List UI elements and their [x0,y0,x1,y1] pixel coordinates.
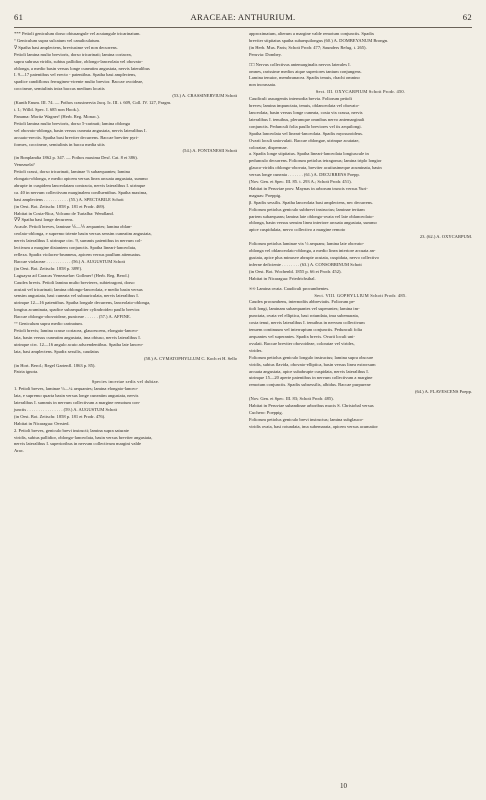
text-line: partem subaequans; lamina late oblongo-ovata vel late oblanceolato- [249,213,374,219]
text-line: utrinque 12—16 patentibus. Spatha longule decurrens, lanceolato-oblonga, [14,300,151,306]
text-line: Arac. [14,448,24,454]
text-line: I. 9—17 patentibus vel erecto - patentibus. Spatha basi amplectens, [14,72,137,78]
text-line: (in Herb. Mus. Paris; Schott Prodr. 477; Saunders Refug. t. 265). [249,44,367,50]
text-line: apice cuspidulata, nervo collectivo a margine remoto [249,227,346,233]
text-line: (in Oest. Bot. Zeitschr. 1858 p. 181 et Prodr. 476). [14,413,106,419]
text-line: Cuchero: Poeppig. [249,409,283,415]
text-line: Acaule. Petioli breves, laminae ⅙—⅕ aequantes; lamina oblan- [14,224,132,230]
text-line: punctata, ovata vel elliptica, basi rotundata, ima subemarata, [249,313,359,319]
text-line: abrupte in cuspidem lanceolatam contracta, nervis lateralibus I. utrinque [14,182,146,188]
text-line: Laguayra ad Caracas Venezuelae: Gollmer! (Herb. Reg. Berol.) [14,272,130,278]
text-line: nervis lateralibus I. superioribus in nervum collectivum margini valde [14,441,142,447]
text-line: pedunculo decurrens. Foliorum petiolus tetragonus; lamina triplo longior [249,158,382,164]
text-line: Habitat in Costa-Rica, Volcano de Turialba: Wendland. [14,210,114,216]
text-line: supra subrasa viridis, subtus pallidior, oblongo-lanceolata vel obovato- [14,58,143,64]
text-line: lata, e supremo quarta basin versus longe cuneatim angustata, nervis [14,393,139,399]
text-line: Lamina tenuior, membranacea. Spadix tenuis, rhachi omnino [249,75,360,81]
text-line: Petioli brevis; lamina crasse coriacea, glaucescens, elongato-lanceo- [14,327,139,333]
text-line: oblonga vel oblanceolato-oblonga, a medio linea interiore arcuata an- [249,248,376,254]
text-line: oblonga, a medio basin versus longe cuneatim angustata, nervis lateralibus [14,65,150,71]
text-line: ∞∞ Lamina ovata. Caudiculi procumbentes. [249,285,330,291]
text-line: t. I.; Willd. Spec. I. 685 non Hook.). [14,106,80,112]
text-line: Peruvia: Dombey. [249,51,282,57]
text-line: arcuato-erectis. Spatha basi breviter decurrens. Baccae breviter pyri- [14,134,139,140]
text-line: longius acuminata, spadice subaequaliter cylindroideo paullo brevior. [14,307,141,313]
text-line: ° Geniculum supra sulcatum vel canaliculatum. [14,37,101,43]
text-line: Baccae violaceae . . . . . . . . . . . (56.) A. AUGUSTUM Schott [14,258,125,264]
text-line: Sect. III. OXYCARPIUM Schott Prodr. 450. [315,89,406,95]
text-line: *** Petioli geniculum dorso obtusangule vel acutangule tricarinatum. [14,31,141,36]
text-line: viridis, subtus pallidior, oblongo-lanceolata, basin versus breviter angustata, [14,434,153,440]
text-line: ∇∇ Spatha basi longe decurrens. [14,217,74,223]
text-line: tioli longi, laminam subaequantes vel superantes; lamina im- [249,306,360,312]
text-line: virides. [249,347,263,353]
text-line: elongato-oblonga, e medio apicem versus linea arcuata angustata, summo [14,176,148,182]
page-number-left: 61 [14,12,24,22]
text-line: sensim angustata, basi cuneata vel subauriculata, nervis lateralibus I. [14,293,139,299]
text-line: 23. (62.) A. OXYCARPUM. [419,234,472,240]
text-line: (in Bonplandia 1862 p. 347. — Pothos maxima Desf. Cat. 8 et 386). [14,155,138,161]
text-line: Foliorum petiolus geniculo subbrevi instructus; laminae tertiam [249,206,365,212]
text-line: Panama: Moritz Wagner! (Herb. Reg. Monac.). [14,113,100,119]
text-line: a. Spadix longe stipitatus. Spatha lineari-lanceolata longiuscule in [249,151,369,157]
text-line: (53.) A. CRASSINERVIUM Schott [172,93,237,99]
text-line: lateralibus I. tenuibus, plerumque omnibus nervo antemarginali [249,116,365,122]
text-line: remotum conjunctis. Spadix subsessilis, albidus. Baccae purpureae [249,382,371,388]
signature-mark: 10 [340,782,347,790]
text-line: Habitat in Peruviae subandinae arboribus mucis S. Christobal versus [249,403,374,409]
text-line: lectivum a margine distantem conjunctis. Spatha lineari-lanceolata, [14,245,137,251]
text-line: Petioli lamina multo brevioris, dorso tricarinati; lamina coriacea, [14,51,132,57]
text-line: lanceolata, basin versus longe cuneata, costa vix crassa, nervis [249,109,363,115]
text-line: Patria ignota. [14,369,39,375]
text-line: arcuata angustata, apice subabrupte cuspidata, nervis lateralibus I. [249,368,369,374]
text-line: omnes, rarissime medios atque superiores tantum conjungens. [249,68,362,74]
text-line: Habitat in Nicaragua: Friedrichsthal. [249,275,316,281]
text-line: Caudex procumbens, internodiis abbreviatis. Foliorum pe- [249,299,356,305]
text-line: inferne deficiente . . . . . . . . (63.) A. CONSOBRINUM Schott [249,261,362,267]
text-line: □□ Nervus collectivus antemarginalis nervos laterales I. [249,61,351,67]
text-line: conjunctis. Pedunculi folia paullo breviores vel iis aequilongi. [249,123,362,129]
text-line: Habitat in Peruviae prov. Maynas in arborum truncis versus Yuri- [249,185,368,191]
text-line: (64.) A. FLAVESCENS Poepp. [414,389,472,395]
text-line: ca. 40 in nervum collectivum marginalem confluentibus. Spatha maxima, [14,189,148,195]
text-line: (in Oest. Bot. Wochenbl. 1855 p. 66 et Prodr. 452). [249,268,342,274]
text-line: Foliorum petiolus geniculo longulo instructus; lamina supra obscure [249,354,374,360]
text-line: acutati vel tricarinati; lamina oblongo-lanceolata, e medio basin versus [14,286,143,292]
text-line: formes, coccineae, semiulinis in bacca media sitis [14,141,105,147]
text-line: Spatha lanceolata vel lineari-lanceolata. Spadix myosuroideus. [249,130,364,136]
text-line: Petioli lamina multo brevioris, dorso 5-carinati; lamina oblonga [14,120,130,126]
page-number-right: 62 [462,12,472,22]
text-line: (58.) A. CYMATOPHYLLUM C. Koch et H. Sello [144,355,237,361]
text-line: viridis, subtus flavida, obovato-elliptica, basin versus linea extrorsum [249,361,376,367]
text-line: non incrassata. [249,82,277,88]
text-line: ovulati. Baccae breviter obovoideae, coloratae vel virides, [249,340,355,346]
text-line: (in Hort. Berol.; Regel Gartenfl. 1863 p. 85). [14,362,96,368]
text-line: Venezuela? [14,162,35,168]
text-line: spadice candiflorus ferrugineo-virente multo brevior. Baccae ovoideae, [14,79,144,85]
text-line: 1. Petioli breves, laminae ⅓—¼ aequantes; lamina elongato-lanceo- [14,386,139,392]
text-line: Caudiculi assurgentis internodia brevia. Foliorum petioli [249,96,352,102]
text-line: Sect. VIII. GOPHYLLIUM Schott Prodr. 485. [314,292,407,298]
text-line: coloratae, dispermae. [249,144,288,150]
text-line: ∇ Spatha basi amplectens, breviusime vel non decurrens. [14,44,118,50]
text-line: coccineae, semiulinis intra baccas medium locatis [14,86,105,92]
text-line: versus longe cuneata . . . . . . . (61.) A. DECURRENS Poepp. [249,172,360,178]
text-line: viridis ovata, basi rotundata, ima subemarata, apicem versus acumatior [249,423,378,429]
text-line: ceolato-oblonga, e supremo triente basin versus sensim cuneatim angustata, [14,231,152,237]
text-line: breviter stipitatus spatha subaequilongus (60.) A. DOMBEYANUM Brongn. [249,37,389,43]
running-header [14,12,472,26]
text-line: Baccae oblongo-obovoideae, puniceae . . . . . . (57.) A. AFFINE. [14,314,131,320]
text-line: glauco-viridis oblongo-obovata, breviter acutiusimeque acuminata, basin [249,165,382,171]
text-line: reflexa. Spadix violaceo-brunneus, apicem versus paullum attenuatus. [14,252,142,257]
text-line: (54.) A. FONTANESII Schott [182,148,237,154]
text-line: Ovarii loculi uniovulati. Baccae oblongae, utrinque acutatae, [249,137,360,143]
text-line: Petioli crassi, dorso tricarinati, laminae ⅓ subaequantes; lamina [14,169,130,175]
text-line: Caudex brevis. Petioli lamina multo brevieres, subtetragoni, dorso [14,279,135,285]
text-line: Habitat in Nicaragua: Oersted. [14,420,70,426]
text-line: utrinque 15—20 aperte patentibus in nervum collectivum a margine [249,375,373,381]
text-line: 2. Petioli breves, geniculo brevi instructi; lamina supra saturate [14,427,129,433]
text-line: lata, basin versus cuneatim angustata, ima obtuso, nervis lateralibus I. [14,334,141,340]
text-line: tenuem continuum vel interruptum conjunctis. Pedunculi folia [249,327,363,333]
text-line: costa tenui, nervis lateralibus I. tenuibus in nervum collectivum [249,320,365,326]
running-title: ARACEAE: ANTHURIUM. [190,12,296,22]
text-line: lateralibus I. summis in nervum collectivum a margine remotum con- [14,400,141,406]
text-line: lata, basi amplectens. Spadix sessilis, caudatus [14,348,99,354]
text-line: (Nov. Gen. et Spec. III. 85. t. 293 A.; Schott Prodr. 451). [249,179,352,185]
text-line: oblonga, basin versus sensim linea interiore arcuata angustata, summo [249,220,377,226]
text-line: Species incertae sedis vel dubiae. [91,379,160,385]
text-line: (in Oest. Bot. Zeitschr. 1858 p. 181 et Prodr. 469). [14,203,106,209]
text-line: junctis . . . . . . . . . . . . . . . . (59.) A. AUGUSTUM Schott [14,406,118,412]
text-line: °° Geniculum supra medio carinatum. [14,321,83,327]
text-line: vel obovato-oblonga, basin versus cuneata angustata, nervis lateralibus I. [14,127,147,133]
header-rule [14,27,472,28]
text-line: aequantes vel superantes. Spadix brevis. Ovarii loculi uni- [249,333,355,339]
text-line: nervis lateralibus I. utrinque circ. 9, summis patentibus in nervum col- [14,238,142,244]
text-line: gustata, apice plus minusve abrupte acutata, cuspidata, nervo collectivo [249,255,379,260]
text-line: Foliorum petiolus geniculo brevi instructus; lamina subglauco- [249,416,364,422]
text-line: (Nov. Gen. et Spec. III. 83; Schott Prodr. 485). [249,396,334,402]
text-line: Foliorum petiolus laminae vix ⅓ aequans; lamina late obovato- [249,241,365,247]
text-line: approximatum, alterum a margine valde remotum conjunctis. Spadix [249,31,375,36]
left-column [14,31,237,455]
text-line: (Kunth Enum. III. 74. — Pothos crassinervia Jacq. Ic. III. t. 609, Coll. IV. 127, Fragm. [14,100,172,106]
text-line: basi amplectens . . . . . . . . . . . (55.) A. SPECTABILE Schott [14,196,124,202]
text-line: breves; lamina impunctata, tenuis, oblanceolata vel obovato- [249,103,360,109]
text-line: (in Oest. Bot. Zeitschr. 1858 p. 389!). [14,265,83,271]
text-line: β. Spadix sessilis. Spatha lanceolata basi amplectens, nec decurrens. [249,199,374,205]
right-column [249,31,472,431]
text-line: maguas: Poeppig. [249,192,282,198]
text-line: utrinque circ. 12—16 angulo acuto adscendentibus. Spatha late lanceo- [14,341,144,347]
